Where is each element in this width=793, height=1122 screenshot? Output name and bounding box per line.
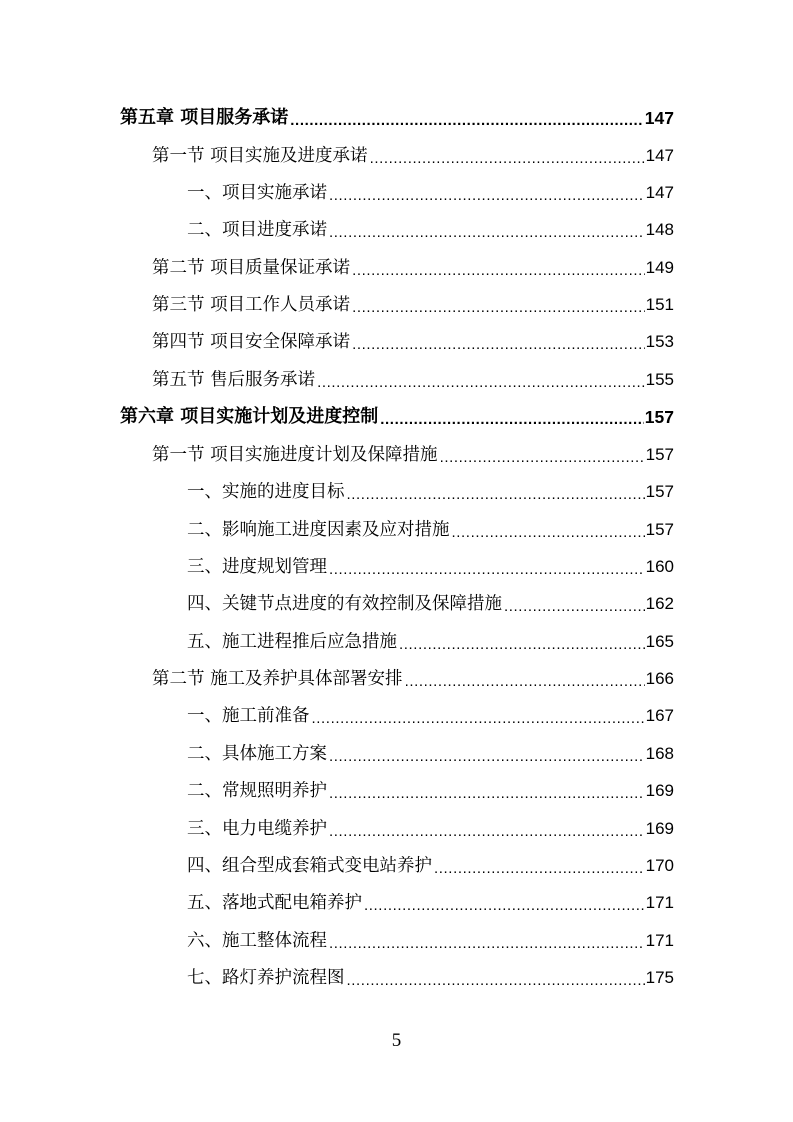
toc-entry-subsection[interactable]: [187, 553, 674, 581]
toc-entry-page: 157: [644, 407, 674, 427]
toc-entry-page: 168: [645, 744, 674, 763]
toc-entry-title: 二、常规照明养护: [187, 781, 327, 801]
toc-entry-title: 第一节 项目实施进度计划及保障措施: [152, 445, 438, 465]
toc-entry-title: 第二节 施工及养护具体部署安排: [152, 669, 403, 689]
toc-entry-page: 147: [644, 108, 674, 128]
toc-dot-leader: [364, 889, 645, 917]
toc-entry-title: 六、施工整体流程: [187, 931, 327, 951]
toc-entry-subsection[interactable]: [187, 740, 674, 768]
toc-entry-title: 二、项目进度承诺: [187, 220, 327, 240]
toc-entry-title: 第六章 项目实施计划及进度控制: [120, 406, 379, 427]
toc-dot-leader: [440, 441, 645, 469]
toc-entry-subsection[interactable]: [187, 889, 674, 917]
toc-entry-section[interactable]: [152, 328, 674, 356]
toc-entry-subsection[interactable]: [187, 216, 674, 244]
toc-entry-title: 一、项目实施承诺: [187, 183, 327, 203]
toc-entry-title: 七、路灯养护流程图: [187, 968, 345, 988]
toc-dot-leader: [329, 927, 645, 955]
toc-entry-title: 第二节 项目质量保证承诺: [152, 258, 351, 278]
toc-entry-title: 五、落地式配电箱养护: [187, 893, 362, 913]
toc-entry-section[interactable]: [152, 291, 674, 319]
toc-dot-leader: [329, 216, 645, 244]
toc-dot-leader: [504, 590, 645, 618]
toc-entry-title: 三、电力电缆养护: [187, 819, 327, 839]
toc-entry-section[interactable]: [152, 665, 674, 693]
toc-entry-subsection[interactable]: [187, 927, 674, 955]
toc-entry-subsection[interactable]: [187, 516, 674, 544]
toc-entry-section[interactable]: [152, 441, 674, 469]
toc-dot-leader: [434, 852, 645, 880]
toc-dot-leader: [329, 815, 645, 843]
toc-entry-subsection[interactable]: [187, 628, 674, 656]
toc-entry-subsection[interactable]: [187, 964, 674, 992]
toc-entry-page: 149: [645, 258, 674, 277]
toc-entry-page: 167: [645, 706, 674, 725]
toc-dot-leader: [405, 665, 645, 693]
toc-entry-title: 三、进度规划管理: [187, 557, 327, 577]
toc-entry-subsection[interactable]: [187, 702, 674, 730]
toc-entry-title: 四、组合型成套箱式变电站养护: [187, 856, 432, 876]
toc-entry-page: 147: [645, 183, 674, 202]
toc-dot-leader: [370, 142, 645, 170]
toc-entry-page: 166: [645, 669, 674, 688]
toc-dot-leader: [329, 777, 645, 805]
toc-entry-page: 171: [645, 931, 674, 950]
toc-entry-title: 五、施工进程推后应急措施: [187, 632, 397, 652]
toc-dot-leader: [329, 179, 645, 207]
toc-entry-subsection[interactable]: [187, 852, 674, 880]
toc-dot-leader: [312, 702, 645, 730]
toc-dot-leader: [317, 366, 645, 394]
toc-entry-page: 169: [645, 781, 674, 800]
toc-entry-page: 171: [645, 893, 674, 912]
toc-entry-page: 160: [645, 557, 674, 576]
page-number: 5: [391, 1030, 402, 1051]
toc-entry-page: 157: [645, 482, 674, 501]
toc-dot-leader: [347, 478, 645, 506]
toc-entry-page: 162: [645, 594, 674, 613]
toc-entry-page: 170: [645, 856, 674, 875]
toc-entry-title: 二、影响施工进度因素及应对措施: [187, 520, 450, 540]
toc-entry-subsection[interactable]: [187, 777, 674, 805]
toc-entry-page: 147: [645, 146, 674, 165]
toc-dot-leader: [347, 964, 645, 992]
toc-entry-title: 一、实施的进度目标: [187, 482, 345, 502]
toc-entry-title: 四、关键节点进度的有效控制及保障措施: [187, 594, 502, 614]
toc-entry-title: 第三节 项目工作人员承诺: [152, 295, 351, 315]
toc-dot-leader: [352, 291, 645, 319]
toc-dot-leader: [329, 740, 645, 768]
toc-entry-page: 169: [645, 819, 674, 838]
toc-entry-title: 一、施工前准备: [187, 706, 310, 726]
toc-entry-title: 第五章 项目服务承诺: [120, 107, 289, 128]
toc-entry-page: 155: [645, 370, 674, 389]
toc-dot-leader: [399, 628, 645, 656]
toc-entry-page: 151: [645, 295, 674, 314]
toc-entry-chapter[interactable]: [120, 104, 674, 132]
toc-entry-page: 148: [645, 220, 674, 239]
toc-entry-subsection[interactable]: [187, 815, 674, 843]
toc-entry-title: 第四节 项目安全保障承诺: [152, 332, 351, 352]
toc-entry-subsection[interactable]: [187, 179, 674, 207]
toc-dot-leader: [290, 104, 644, 132]
toc-entry-title: 二、具体施工方案: [187, 744, 327, 764]
toc-entry-title: 第五节 售后服务承诺: [152, 370, 316, 390]
toc-entry-title: 第一节 项目实施及进度承诺: [152, 146, 368, 166]
toc-entry-section[interactable]: [152, 142, 674, 170]
toc-entry-section[interactable]: [152, 366, 674, 394]
toc-entry-page: 153: [645, 332, 674, 351]
toc-entry-subsection[interactable]: [187, 478, 674, 506]
toc-dot-leader: [452, 516, 645, 544]
toc-dot-leader: [352, 328, 645, 356]
toc-dot-leader: [352, 254, 645, 282]
toc-entry-section[interactable]: [152, 254, 674, 282]
toc-entry-page: 157: [645, 445, 674, 464]
toc-entry-page: 157: [645, 520, 674, 539]
toc-dot-leader: [329, 553, 645, 581]
toc-dot-leader: [380, 403, 644, 431]
toc-entry-page: 165: [645, 632, 674, 651]
toc-entry-chapter[interactable]: [120, 403, 674, 431]
toc-entry-subsection[interactable]: [187, 590, 674, 618]
toc-entry-page: 175: [645, 968, 674, 987]
